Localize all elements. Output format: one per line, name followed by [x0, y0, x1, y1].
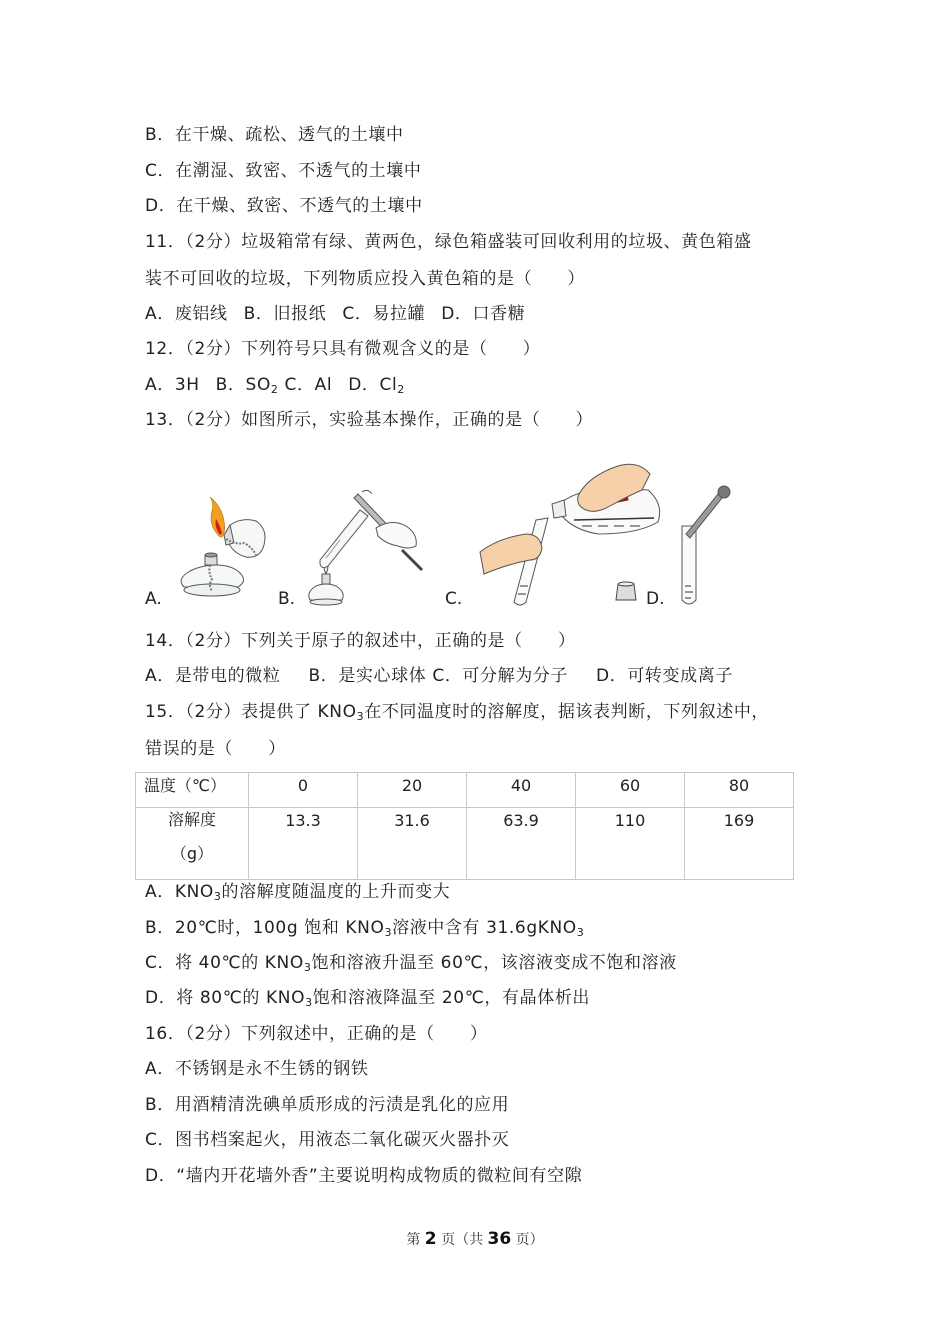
q11-option-d: D．口香糖: [441, 304, 526, 324]
table-cell-solubility: 13.3: [249, 808, 358, 880]
q12-option-c: C．Al: [284, 375, 333, 395]
q13-figure-label-a: A.: [145, 589, 162, 609]
q15-option-c: C．将 40℃的 $KNO_3$饱和溶液升温至 60℃，该溶液变成不饱和溶液: [145, 953, 677, 974]
q13-figure-label-c: C.: [445, 589, 463, 609]
q14-option-d: D．可转变成离子: [596, 666, 733, 686]
q14-stem: 14．（2分）下列关于原子的叙述中，正确的是（ ）: [145, 631, 576, 651]
q13-figure-label-d: D.: [646, 589, 665, 609]
q15-option-a: A．$KNO_3$的溶解度随温度的上升而变大: [145, 882, 451, 903]
table-cell-temp: 0: [249, 773, 358, 808]
q13-figure-b-heating-test-tube: [302, 488, 430, 608]
table-cell-solubility: 169: [685, 808, 794, 880]
table-cell-temp: 40: [467, 773, 576, 808]
table-cell-solubility: 63.9: [467, 808, 576, 880]
current-page-number: 2: [424, 1229, 437, 1249]
table-row-solubility: [136, 808, 794, 880]
q13-figure-label-b: B.: [278, 589, 296, 609]
q10-option-c: C．在潮湿、致密、不透气的土壤中: [145, 161, 422, 181]
q11-option-c: C．易拉罐: [342, 304, 426, 324]
q15-option-b: B．20℃时，100g 饱和 $KNO_3$溶液中含有 31.6gKNO$_3$: [145, 918, 585, 939]
table-cell-solubility: 110: [576, 808, 685, 880]
q11-stem-line1: 11．（2分）垃圾箱常有绿、黄两色，绿色箱盛装可回收利用的垃圾、黄色箱盛: [145, 232, 752, 252]
table-header-temperature: 温度（℃）: [136, 773, 249, 808]
q16-option-a: A．不锈钢是永不生锈的钢铁: [145, 1059, 369, 1079]
table-cell-solubility: 31.6: [358, 808, 467, 880]
q15-stem-line2: 错误的是（ ）: [145, 739, 286, 759]
q15-option-d: D．将 80℃的 $KNO_3$饱和溶液降温至 20℃，有晶体析出: [145, 988, 591, 1009]
q13-figure-c-pouring-liquid: [478, 456, 662, 610]
q14-option-b: B．是实心球体: [308, 666, 427, 686]
q12-option-d: D．$Cl_2$: [348, 375, 405, 396]
q14-option-c: C．可分解为分子: [432, 666, 569, 686]
q11-option-a: A．废铝线: [145, 304, 228, 324]
q12-stem: 12．（2分）下列符号只具有微观含义的是（ ）: [145, 339, 541, 359]
table-cell-temp: 60: [576, 773, 685, 808]
q14-options: [145, 665, 733, 687]
q13-figure-a-alcohol-lamp-lighting: [172, 495, 272, 607]
q16-option-b: B．用酒精清洗碘单质形成的污渍是乳化的应用: [145, 1095, 510, 1115]
q14-option-a: A．是带电的微粒: [145, 666, 281, 686]
q16-option-c: C．图书档案起火，用液态二氧化碳灭火器扑灭: [145, 1130, 510, 1150]
q16-stem: 16．（2分）下列叙述中，正确的是（ ）: [145, 1024, 488, 1044]
q11-option-b: B．旧报纸: [243, 304, 327, 324]
table-cell-temp: 80: [685, 773, 794, 808]
q11-options: [145, 303, 525, 325]
table-header-solubility: 溶解度 （g）: [136, 808, 249, 880]
q12-options: [145, 374, 405, 396]
q12-option-b: B．$SO_2$: [215, 375, 279, 396]
q10-option-b: B．在干燥、疏松、透气的土壤中: [145, 125, 404, 145]
q15-stem-line1: 15．（2分）表提供了 $KNO_3$在不同温度时的溶解度，据该表判断，下列叙述中，: [145, 702, 770, 723]
solubility-table: [135, 772, 794, 880]
q11-stem-line2: 装不可回收的垃圾，下列物质应投入黄色箱的是（ ）: [145, 269, 585, 289]
page-footer: 第 2 页（共 36 页）: [406, 1229, 544, 1249]
q13-figure-d-dropper: [676, 482, 736, 608]
q10-option-d: D．在干燥、致密、不透气的土壤中: [145, 196, 423, 216]
table-cell-temp: 20: [358, 773, 467, 808]
q12-option-a: A．3H: [145, 375, 200, 395]
q16-option-d: D．“墙内开花墙外香”主要说明构成物质的微粒间有空隙: [145, 1166, 583, 1186]
q13-stem: 13．（2分）如图所示，实验基本操作，正确的是（ ）: [145, 410, 594, 430]
total-pages-number: 36: [487, 1229, 512, 1249]
